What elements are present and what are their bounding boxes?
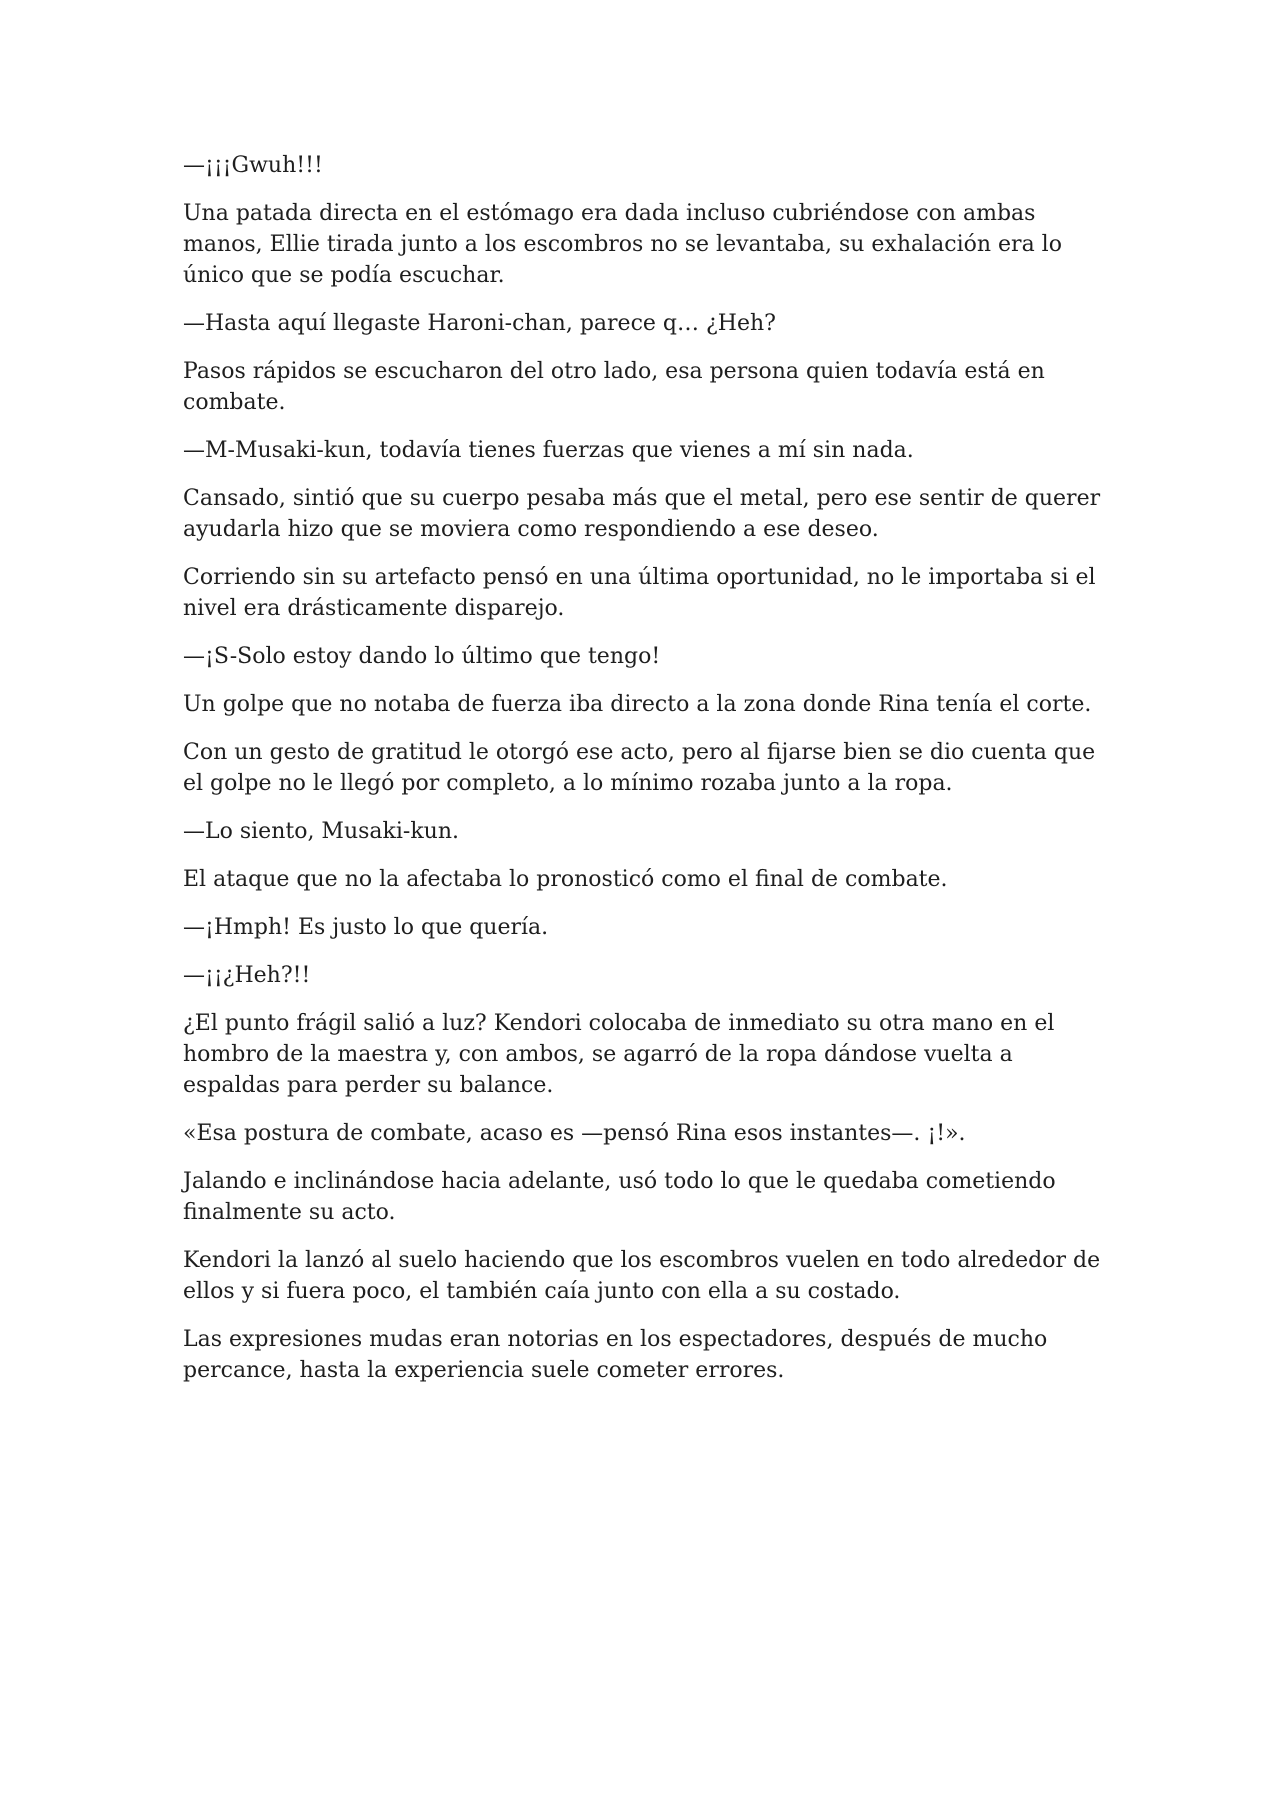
paragraph: Una patada directa en el estómago era dada incluso cubriéndose con ambas manos, Ellie tirada junto a los escombros no se levantaba, su exhalación era lo único que se podía escuchar. [183,201,1062,288]
paragraph: Las expresiones mudas eran notorias en los espectadores, después de mucho percance, hasta la experiencia suele cometer errores. [183,1327,1048,1383]
paragraph: —M-Musaki-kun, todavía tienes fuerzas que vienes a mí sin nada. [183,438,914,463]
paragraph: —¡¡¿Heh?!! [183,963,311,988]
paragraph: Jalando e inclinándose hacia adelante, usó todo lo que le quedaba cometiendo finalmente su acto. [183,1169,1056,1225]
paragraph: Con un gesto de gratitud le otorgó ese acto, pero al fijarse bien se dio cuenta que el golpe no le llegó por completo, a lo mínimo rozaba junto a la ropa. [183,740,1096,796]
paragraph: Kendori la lanzó al suelo haciendo que los escombros vuelen en todo alrededor de ellos y si fuera poco, el también caía junto con ella a su costado. [183,1248,1101,1304]
document-body [183,150,1103,1403]
paragraph: —¡¡¡Gwuh!!! [183,153,323,178]
paragraph: —Lo siento, Musaki-kun. [183,819,459,844]
paragraph: —¡S-Solo estoy dando lo último que tengo! [183,644,661,669]
paragraph: El ataque que no la afectaba lo pronosticó como el final de combate. [183,867,948,892]
paragraph: —Hasta aquí llegaste Haroni-chan, parece q… ¿Heh? [183,311,776,336]
paragraph: ¿El punto frágil salió a luz? Kendori colocaba de inmediato su otra mano en el hombro de la maestra y, con ambos, se agarró de la ropa dándose vuelta a espaldas para perder su balance. [183,1011,1055,1098]
paragraph: Pasos rápidos se escucharon del otro lado, esa persona quien todavía está en combate. [183,359,1045,415]
paragraph: Un golpe que no notaba de fuerza iba directo a la zona donde Rina tenía el corte. [183,692,1092,717]
paragraph: Cansado, sintió que su cuerpo pesaba más que el metal, pero ese sentir de querer ayudarla hizo que se moviera como respondiendo a ese deseo. [183,486,1101,542]
paragraph: —¡Hmph! Es justo lo que quería. [183,915,549,940]
paragraph: «Esa postura de combate, acaso es —pensó Rina esos instantes—. ¡!». [183,1121,966,1146]
paragraph: Corriendo sin su artefacto pensó en una última oportunidad, no le importaba si el nivel era drásticamente disparejo. [183,565,1096,621]
